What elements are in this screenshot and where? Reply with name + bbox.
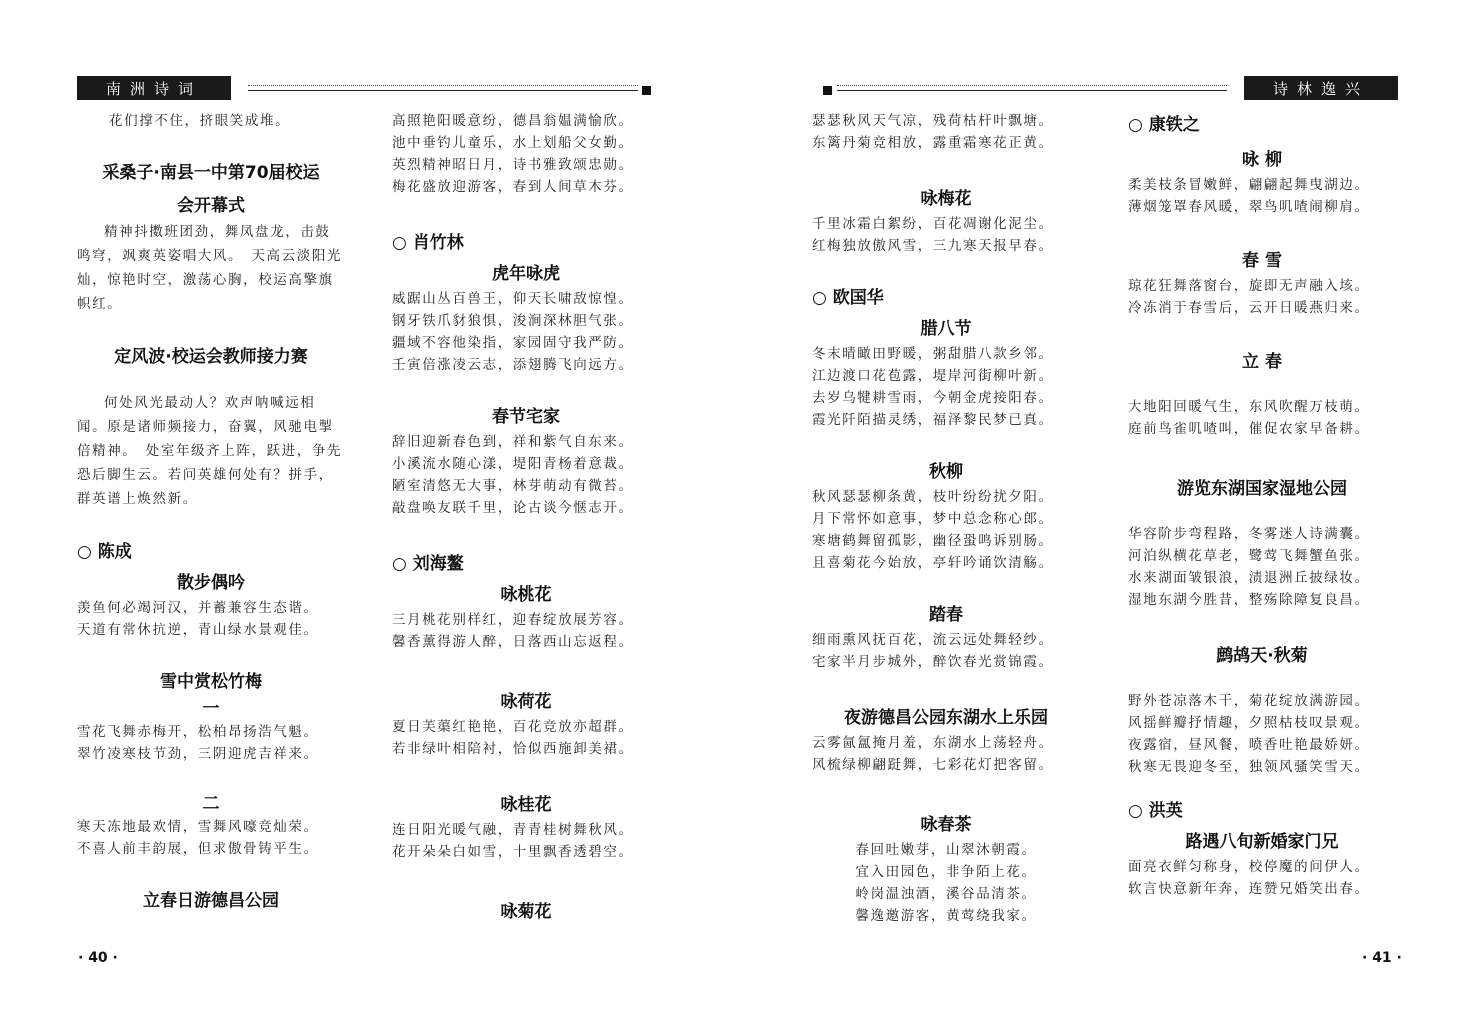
poem-line: 钢牙铁爪豺狼惧，浚涧深林胆气张。 xyxy=(392,313,634,329)
author-name: ○ 欧国华 xyxy=(812,288,884,308)
poem-line: 河泊纵横花草老，鹭莺飞舞蟹鱼张。 xyxy=(1128,548,1370,564)
poem-title: 鹧鸪天·秋菊 xyxy=(1216,646,1308,666)
poem-line: 威踞山丛百兽王，仰天长啸敌惊惶。 xyxy=(392,291,634,307)
poem-line: 柔美枝条冒嫩鲜，翩翩起舞曳湖边。 xyxy=(1128,177,1370,193)
poem-line: 翠竹凌寒枝节劲，三阴迎虎吉祥来。 xyxy=(77,746,319,762)
poem-title: 采桑子·南县一中第70届校运 xyxy=(102,163,320,183)
poem-line: 若非绿叶相陪衬，恰似西施卸美裙。 xyxy=(392,741,634,757)
poem-title: 春 雪 xyxy=(1242,251,1282,271)
poem-line: 春回吐嫩芽，山翠沐朝霞。 xyxy=(855,842,1037,858)
poem-line: 寒天冻地最欢情，雪舞风嚎竞灿荣。 xyxy=(77,819,319,835)
poem-title: 踏春 xyxy=(929,605,963,625)
poem-title: 咏桃花 xyxy=(500,585,552,605)
right-section-header xyxy=(1244,76,1398,100)
column-4 xyxy=(1128,110,1396,900)
poem-line: 高照艳阳暖意纷，德昌翁媪满愉欣。 xyxy=(392,113,634,129)
poem-line: 东篱丹菊竞相放，露重霜寒花正黄。 xyxy=(812,135,1054,151)
right-section-title: 诗林逸兴 xyxy=(1272,79,1369,98)
poem-title: 散步偶吟 xyxy=(177,573,245,593)
poem-title: 咏 柳 xyxy=(1242,150,1282,170)
poem-title: 咏梅花 xyxy=(920,189,972,209)
poem-line: 夜露宿，昼风餐，喷香吐艳最娇妍。 xyxy=(1128,737,1370,753)
poem-line: 羡鱼何必竭河汉，并蓄兼容生态谐。 xyxy=(77,600,319,616)
poem-line: 水来湖面皱银浪，渍退洲丘披绿妆。 xyxy=(1128,570,1370,586)
author-name: ○ 康铁之 xyxy=(1128,115,1200,135)
poem-line: 江边渡口花苞露，堤岸河街柳叶新。 xyxy=(812,368,1054,384)
poem-line: 连日阳光暖气融，青青桂树舞秋风。 xyxy=(392,822,634,838)
right-header-rule-2 xyxy=(837,90,1227,91)
left-header-rule xyxy=(248,85,638,86)
poem-line: 疆域不容他染指，家园固守我严防。 xyxy=(392,335,634,351)
poem-line: 花开朵朵白如雪，十里飘香透碧空。 xyxy=(392,844,634,860)
poem-line: 敲盘唤友联千里，论古谈今惬志开。 xyxy=(392,500,634,516)
poem-line: 软言快意新年奔，连赞兄婚笑出春。 xyxy=(1128,881,1370,897)
poem-line: 秋寒无畏迎冬至，独领风骚笑雪天。 xyxy=(1128,759,1370,775)
poem-line: 风摇鲜瓣抒情趣，夕照枯枝叹景观。 xyxy=(1128,715,1370,731)
poem-part-number: 二 xyxy=(202,794,220,814)
poem-title: 虎年咏虎 xyxy=(492,264,560,284)
poem-line: 千里冰霜白絮纷，百花凋谢化泥尘。 xyxy=(812,216,1054,232)
poem-title: 春节宅家 xyxy=(492,407,560,427)
right-header-rule xyxy=(837,85,1227,86)
poem-title: 咏菊花 xyxy=(500,902,552,922)
poem-line: 寒塘鹤舞留孤影，幽径蛩鸣诉别肠。 xyxy=(812,533,1054,549)
poem-line: 大地阳回暖气生，东风吹醒万枝萌。 xyxy=(1128,399,1370,415)
poem-line: 去岁乌犍耕雪雨，今朝金虎接阳春。 xyxy=(812,390,1054,406)
poem-line: 夏日芙蕖红艳艳，百花竞放亦超群。 xyxy=(392,719,634,735)
poem-title: 会开幕式 xyxy=(177,196,245,216)
column-1 xyxy=(77,110,345,911)
poem-line: 壬寅倍涨凌云志，添翅腾飞向远方。 xyxy=(392,357,634,373)
left-section-title: 南洲诗词 xyxy=(105,79,202,98)
poem-line: 琼花狂舞落窗台，旋即无声融入垓。 xyxy=(1128,278,1370,294)
poem-line: 宜入田园色，非争陌上花。 xyxy=(855,864,1037,880)
poem-line: 且喜菊花今始放，亭轩吟诵饮清觞。 xyxy=(812,555,1054,571)
poem-line: 池中垂钓儿童乐，水上划船父女勤。 xyxy=(392,135,634,151)
poem-line: 冷冻消于春雪后，云开日暖燕归来。 xyxy=(1128,300,1370,316)
poem-text: 精神抖擞班团劲，舞凤盘龙，击鼓鸣穹，飒爽英姿唱大风。 天高云淡阳光灿，惊艳时空，激荡心胸，校运高擎旗帜红。 xyxy=(77,224,343,312)
author-name: ○ 陈成 xyxy=(77,542,132,562)
poem-title: 咏荷花 xyxy=(500,692,552,712)
page-number-right: · 41 · xyxy=(1362,950,1402,966)
poem-line: 野外苍凉落木干，菊花绽放满游园。 xyxy=(1128,693,1370,709)
poem-line: 辞旧迎新春色到，祥和紫气自东来。 xyxy=(392,434,634,450)
poem-line: 岭岗温浊酒，溪谷品清茶。 xyxy=(855,886,1037,902)
poem-line: 薄烟笼罩春风暖，翠鸟叽喳闹柳肩。 xyxy=(1128,199,1370,215)
poem-line: 宅家半月步城外，醉饮春光赏锦霞。 xyxy=(812,654,1054,670)
poem-line: 不喜人前丰韵展，但求傲骨铸平生。 xyxy=(77,841,319,857)
poem-line: 霞光阡陌描灵绣，福泽黎民梦已真。 xyxy=(812,412,1054,428)
poem-line: 馨香薰得游人醉，日落西山忘返程。 xyxy=(392,634,634,650)
poem-line: 面亮衣鲜匀称身，校停魔的问伊人。 xyxy=(1128,859,1370,875)
poem-title: 夜游德昌公园东湖水上乐园 xyxy=(844,708,1048,728)
poem-line: 英烈精神昭日月，诗书雅致颂忠勋。 xyxy=(392,157,634,173)
poem-title: 雪中赏松竹梅 xyxy=(160,672,262,692)
poem-line: 风梳绿柳翩跹舞，七彩花灯把客留。 xyxy=(812,757,1054,773)
poem-line: 云雾氤氲掩月羞，东湖水上荡轻舟。 xyxy=(812,735,1054,751)
poem-title: 立春日游德昌公园 xyxy=(143,891,279,911)
poem-title: 路遇八旬新婚家门兄 xyxy=(1185,832,1339,852)
column-3 xyxy=(812,110,1080,927)
poem-line: 馨逸邀游客，黄莺绕我家。 xyxy=(855,908,1037,924)
poem-line: 细雨熏风抚百花，流云远处舞轻纱。 xyxy=(812,632,1054,648)
poem-title: 立 春 xyxy=(1242,352,1282,372)
author-name: ○ 洪英 xyxy=(1128,801,1183,821)
poem-line: 红梅独放傲风雪，三九寒天报早春。 xyxy=(812,238,1054,254)
poem-line: 庭前鸟雀叽喳叫，催促农家早备耕。 xyxy=(1128,421,1370,437)
poem-line: 湿地东湖今胜昔，整殇除障复良昌。 xyxy=(1128,592,1370,608)
poem-title: 秋柳 xyxy=(929,462,963,482)
poem-line: 秋风瑟瑟柳条黄，枝叶纷纷扰夕阳。 xyxy=(812,489,1054,505)
poem-line: 月下常怀如意事，梦中总念称心郎。 xyxy=(812,511,1054,527)
poem-line: 小溪流水随心漾，堤阳青杨着意裁。 xyxy=(392,456,634,472)
author-name: ○ 刘海鳌 xyxy=(392,554,464,574)
poem-title: 咏春茶 xyxy=(920,815,972,835)
poem-title: 腊八节 xyxy=(920,319,972,339)
poem-fragment: 花们撑不住，挤眼笑成堆。 xyxy=(109,113,291,129)
poem-title: 定风波·校运会教师接力赛 xyxy=(114,347,308,367)
poem-title: 咏桂花 xyxy=(500,795,552,815)
left-header-rule-2 xyxy=(248,90,638,91)
poem-line: 三月桃花别样红，迎春绽放展芳容。 xyxy=(392,612,634,628)
poem-line: 冬末晴瞰田野暖，粥甜腊八款乡邻。 xyxy=(812,346,1054,362)
poem-line: 雪花飞舞赤梅开，松柏昂扬浩气魁。 xyxy=(77,724,319,740)
right-header-square xyxy=(823,86,832,95)
poem-line: 华容阶步弯程路，冬雾迷人诗满囊。 xyxy=(1128,526,1370,542)
poem-part-number: 一 xyxy=(202,699,220,719)
column-2 xyxy=(392,110,660,922)
author-name: ○ 肖竹林 xyxy=(392,233,464,253)
page-number-left: · 40 · xyxy=(78,950,118,966)
poem-line: 梅花盛放迎游客，春到人间草木芬。 xyxy=(392,179,634,195)
poem-text: 何处风光最动人？欢声呐喊远相闻。原是诸师频接力，奋翼，风驰电掣倍精神。 处室年级齐上阵，跃进，争先恐后脚生云。若问英雄何处有？拼手，群英谱上焕然新。 xyxy=(77,395,343,507)
poem-line: 天道有常休抗逆，青山绿水景观佳。 xyxy=(77,622,319,638)
poem-line: 瑟瑟秋风天气凉，残荷枯杆叶飘塘。 xyxy=(812,113,1054,129)
left-header-square xyxy=(642,86,651,95)
left-section-header xyxy=(77,76,231,100)
poem-line: 陋室清悠无大事，林芽萌动有微苔。 xyxy=(392,478,634,494)
poem-title: 游览东湖国家湿地公园 xyxy=(1177,479,1347,499)
